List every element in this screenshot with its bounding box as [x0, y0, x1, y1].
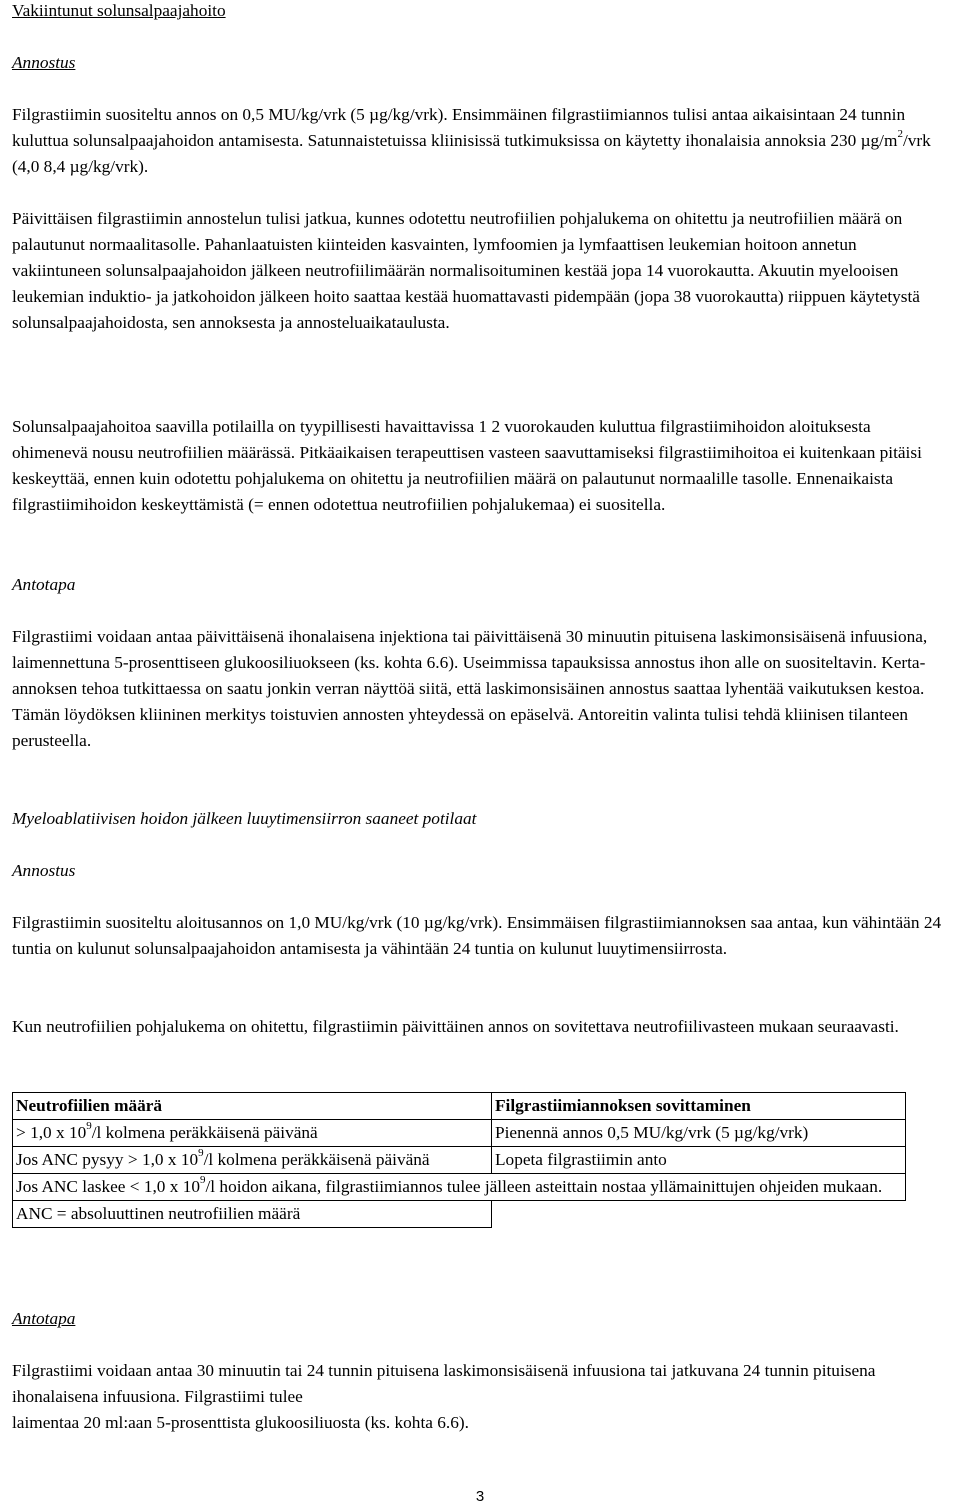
paragraph-treatment-duration: Päivittäisen filgrastiimin annostelun tulisi jatkua, kunnes odotettu neutrofiilien pohjalukema on ohitettu ja neutrofiilien määrä on palautunut normaalitasolle. Pahanlaatuisten kiinteiden kasvainten, lymfoomien ja lymfaattisen leukemian hoitoon annetun vakiintuneen solunsalpaajahoidon jälkeen neutrofiilimäärän normalisoituminen kestää jopa 14 vuorokautta. Akuutin myelooisen leukemian induktio- ja jatkohoidon jälkeen hoito saattaa kestää huomattavasti pidempään (jopa 38 vuorokautta) riippuen käytetystä solunsalpaajahoidosta, sen annoksesta ja annosteluaikataulusta. [12, 209, 920, 332]
table-row [13, 1120, 906, 1147]
table-row [13, 1201, 906, 1228]
table-header-row [13, 1093, 906, 1120]
table-row [13, 1174, 906, 1201]
paragraph-infusion: Filgrastiimi voidaan antaa 30 minuutin tai 24 tunnin pituisena laskimonsisäisenä infuusiona tai jatkuvana 24 tunnin pituisena ihonalaisena infuusiona. Filgrastiimi tulee laimentaa 20 ml:aan 5-prosenttista glukoosiliuosta (ks. kohta 6.6). [12, 1361, 876, 1432]
table-cell: Pienennä annos 0,5 MU/kg/vrk (5 µg/kg/vrk) [492, 1120, 906, 1147]
table-cell-footnote: ANC = absoluuttinen neutrofiilien määrä [13, 1201, 492, 1228]
paragraph-dose-adjustment: Kun neutrofiilien pohjalukema on ohitettu, filgrastiimin päivittäinen annos on sovitettava neutrofiilivasteen mukaan seuraavasti. [12, 1017, 899, 1036]
table-cell: Lopeta filgrastiimin anto [492, 1147, 906, 1174]
paragraph-administration-route: Filgrastiimi voidaan antaa päivittäisenä ihonalaisena injektiona tai päivittäisenä 30 minuutin pituisena laskimonsisäisenä infuusiona, laimennettuna 5-prosenttiseen glukoosiliuokseen (ks. kohta 6.6). Useimmissa tapauksissa annostus ihon alle on suositeltavin. Kerta-annoksen tehoa tutkittaessa on saatu jonkin verran näyttöä siitä, että laskimonsisäinen annostus saattaa lyhentää vaikutuksen kestoa. Tämän löydöksen kliininen merkitys toistuvien annosten yhteydessä on epäselvä. Antoreitin valinta tulisi tehdä kliinisen tilanteen perusteella. [12, 627, 928, 750]
table-header-dose-adjustment: Filgrastiimiannoksen sovittaminen [492, 1093, 906, 1120]
table-cell: Jos ANC pysyy > 1,0 x $10^9/l$ kolmena peräkkäisenä päivänä [13, 1147, 492, 1174]
dose-adjustment-table [12, 1092, 906, 1228]
paragraph-transient-increase: Solunsalpaajahoitoa saavilla potilailla on tyypillisesti havaittavissa 1 2 vuorokauden kuluttua filgrastiimihoidon aloituksesta ohimenevä nousu neutrofiilien määrässä. Pitkäaikaisen terapeuttisen vasteen saavuttamiseksi filgrastiimihoitoa ei kuitenkaan pitäisi keskeyttää, ennen kuin odotettu pohjalukema on ohitettu ja neutrofiilien määrä on palautunut normaalille tasolle. Ennenaikaista filgrastiimihoidon keskeyttämistä (= ennen odotettua neutrofiilien pohjalukemaa) ei suositella. [12, 417, 922, 514]
section-heading-myeloablative: Myeloablatiivisen hoidon jälkeen luuytimensiirron saaneet potilaat [12, 809, 477, 828]
table-row [13, 1147, 906, 1174]
page-number: 3 [475, 1488, 485, 1505]
paragraph-dosage-recommendation: Filgrastiimin suositeltu annos on 0,5 MU/kg/vrk (5 µg/kg/vrk). Ensimmäinen filgrastiimiannos tulisi antaa aikaisintaan 24 tunnin kuluttua solunsalpaajahoidon antamisesta. Satunnaistetuissa kliinisissä tutkimuksissa on käytetty ihonalaisia annoksia 230 $\mu g/m^2$/vrk (4,0 8,4 µg/kg/vrk). [12, 105, 931, 176]
section-heading-established-chemo: Vakiintunut solunsalpaajahoito [12, 1, 226, 20]
subheading-dosage: Annostus [12, 53, 76, 72]
subheading-dosage-2: Annostus [12, 861, 76, 880]
subheading-administration: Antotapa [12, 575, 76, 594]
paragraph-starting-dose: Filgrastiimin suositeltu aloitusannos on 1,0 MU/kg/vrk (10 µg/kg/vrk). Ensimmäisen filgrastiimiannoksen saa antaa, kun vähintään 24 tuntia on kulunut solunsalpaajahoidon antamisesta ja vähintään 24 tuntia on kulunut luuytimensiirrosta. [12, 913, 942, 958]
table-cell: Jos ANC laskee < 1,0 x $10^9/l$ hoidon aikana, filgrastiimiannos tulee jälleen asteittain nostaa yllämainittujen ohjeiden mukaan. [13, 1174, 906, 1201]
table-header-neutrophil-count: Neutrofiilien määrä [13, 1093, 492, 1120]
subheading-administration-2: Antotapa [12, 1309, 76, 1328]
table-cell: > 1,0 x $10^9/l$ kolmena peräkkäisenä päivänä [13, 1120, 492, 1147]
table-empty-cell [492, 1201, 906, 1228]
